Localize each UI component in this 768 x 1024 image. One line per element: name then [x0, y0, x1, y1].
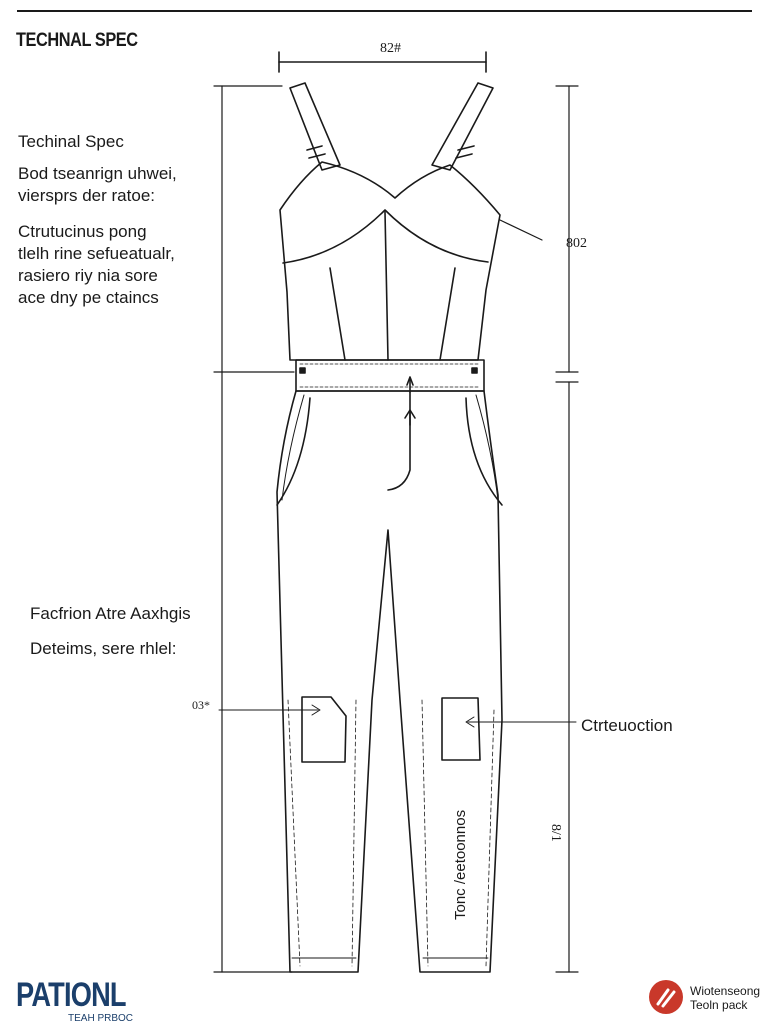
center-seam — [385, 212, 388, 360]
button — [300, 368, 305, 373]
dimension-left-pocket: 03* — [192, 698, 210, 712]
waistband-stitch — [300, 364, 480, 387]
brand-text — [690, 984, 760, 1012]
right-knee-pocket — [442, 698, 480, 760]
left-knee-pocket — [302, 697, 346, 762]
fly-stitch — [388, 392, 410, 490]
spec-title: Techinal Spec — [18, 132, 124, 151]
strap-buckle — [307, 146, 325, 158]
spec-line: ace dny pe ctaincs — [18, 288, 159, 307]
fashion-title: Facfrion Atre Aaxhgis — [30, 604, 191, 623]
trouser-outline — [277, 391, 502, 972]
brand-line-2: Teoln pack — [690, 998, 748, 1012]
dimension-top-width: 82# — [380, 41, 401, 56]
leader-line — [500, 220, 542, 240]
leg-seams — [288, 700, 494, 966]
bodice-outline — [280, 162, 500, 360]
brand-logo-icon — [649, 980, 683, 1014]
callout-leg-vertical: Tonc /eetoonnos — [452, 809, 469, 920]
spec-line: Ctrutucinus pong — [18, 222, 147, 241]
logo-subtitle: TEAH PRBOC — [68, 1013, 134, 1024]
page-title: TECHNAL SPEC — [16, 30, 138, 51]
princess-seam — [330, 268, 455, 360]
spec-line: viersprs der ratoe: — [18, 186, 155, 205]
waistband — [296, 360, 484, 391]
spec-line: Bod tseanrign uhwei, — [18, 164, 177, 183]
dimension-right-lower: 8/1 — [548, 824, 563, 842]
spec-line: tlelh rine sefueatualr, — [18, 244, 175, 263]
dimension-right-upper: 802 — [566, 236, 587, 251]
fashion-subtitle: Deteims, sere rhlel: — [30, 639, 177, 658]
callout-right-pocket: Ctrteuoction — [581, 716, 673, 735]
spec-line: rasiero riy nia sore — [18, 266, 158, 285]
button — [472, 368, 477, 373]
left-pocket-edge — [282, 395, 304, 500]
brand-line-1: Wiotenseong — [690, 984, 761, 998]
logo: PATIONL — [16, 976, 126, 1014]
